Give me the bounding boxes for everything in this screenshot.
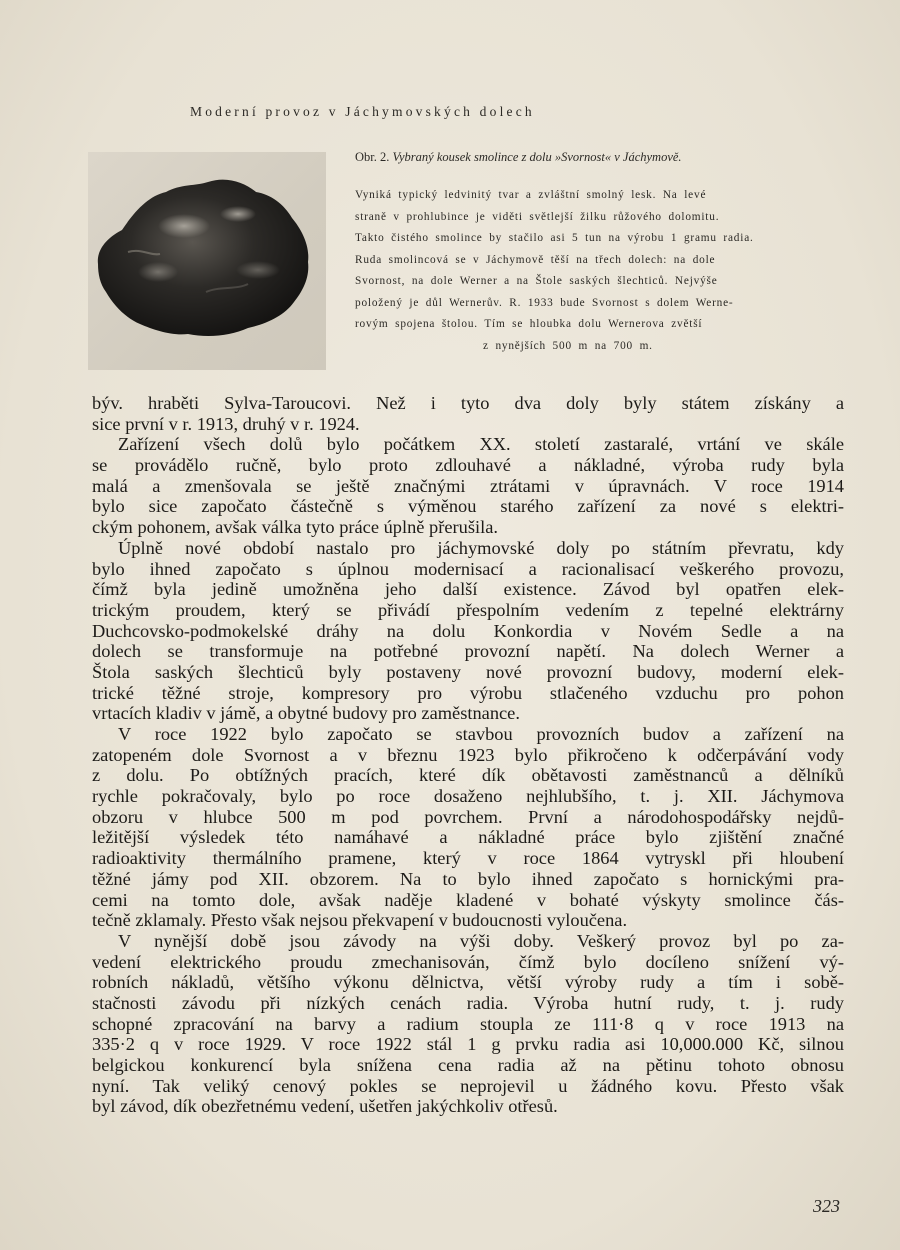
body-line: V roce 1922 bylo započato se stavbou provozních budov a zařízení na — [118, 724, 844, 744]
body-line: obzoru v hlubce 500 m pod povrchem. První a národohospodářsky nejdů- — [92, 806, 844, 827]
figure-caption-body — [355, 185, 845, 357]
caption-line: rovým spojena štolou. Tím se hloubka dolu Wernerova zvětší — [355, 318, 703, 330]
body-line: nyní. Tak veliký cenový pokles se neprojevil u žádného kovu. Přesto však — [92, 1075, 844, 1096]
caption-line: z nynějších 500 m na 700 m. — [483, 339, 653, 352]
body-line: býv. hraběti Sylva-Taroucovi. Než i tyto dva doly byly státem získány a — [92, 393, 844, 413]
body-line: dolech se transformuje na potřebné provozní napětí. Na dolech Werner a — [92, 641, 844, 662]
body-line: Zařízení všech dolů bylo počátkem XX. století zastaralé, vrtání ve skále — [118, 434, 844, 455]
body-line: Úplně nové období nastalo pro jáchymovské doly po státním převratu, kdy — [118, 537, 844, 558]
caption-line: Svornost, na dole Werner a na Štole saských šlechticů. Nejvýše — [355, 275, 718, 287]
body-line: Štola saských šlechticů byly postaveny nové provozní budovy, moderní elek- — [92, 661, 844, 682]
body-line: schopné zpracování na barvy a radium stoupla ze 111·8 q v roce 1913 na — [92, 1013, 844, 1034]
page-number: 323 — [813, 1196, 840, 1216]
caption-line: Ruda smolincová se v Jáchymově těší na třech dolech: na dole — [355, 253, 716, 266]
figure-caption-title — [355, 150, 855, 165]
body-line: radioaktivity thermálního pramene, který v roce 1864 vytryskl při hloubení — [92, 848, 844, 869]
caption-line: položený je důl Wernerův. R. 1933 bude Svornost s dolem Werne- — [355, 296, 734, 309]
body-line: belgickou konkurencí byla snížena cena radia až na pětinu tohoto obnosu — [92, 1055, 844, 1075]
body-line: z dolu. Po obtížných pracích, které dík obětavosti zaměstnanců a dělníků — [92, 765, 844, 786]
body-line: cemi na tomto dole, avšak naděje kladené v bohaté výskyty smolince čás- — [92, 889, 844, 910]
caption-line: straně v prohlubince je viděti světlejší žilku růžového dolomitu. — [355, 210, 720, 223]
body-line: ckým pohonem, avšak válka tyto práce úplně přerušila. — [92, 517, 498, 538]
body-line: se provádělo ručně, bylo proto zdlouhavé a nákladné, výroba rudy byla — [92, 455, 844, 476]
body-line: tečně zklamaly. Přesto však nejsou překvapení v budoucnosti vyloučena. — [92, 910, 628, 931]
body-line: robních nákladů, většího výkonu dělnictva, větší výroby rudy a tím i sobě- — [92, 972, 844, 993]
body-line: malá a zmenšovala se ještě značnými ztrátami v úpravnách. V roce 1914 — [92, 475, 844, 496]
body-line: rychle pokračovaly, bylo po roce dosaženo nejhlubšího, t. j. XII. Jáchymova — [92, 786, 844, 807]
body-line: bylo sice započato částečně s výměnou starého zařízení za nové s elektri- — [92, 496, 844, 517]
body-line: vedení elektrického proudu zmechanisován, čímž bylo docíleno snížení vý- — [92, 951, 844, 972]
pitchblende-rock-image — [88, 152, 326, 370]
body-line: zatopeném dole Svornost a v březnu 1923 bylo přikročeno k odčerpávání vody — [92, 744, 844, 765]
caption-line: Takto čistého smolince by stačilo asi 5 tun na výrobu 1 gramu radia. — [355, 232, 754, 244]
figure-photo-pitchblende — [88, 152, 326, 370]
figure-title: Vybraný kousek smolince z dolu »Svornost« v Jáchymově. — [392, 150, 682, 164]
body-line: Duchcovsko-podmokelské dráhy na dolu Konkordia v Novém Sedle a na — [92, 620, 844, 641]
body-line: 335·2 q v roce 1929. V roce 1922 stál 1 g prvku radia asi 10,000.000 Kč, silnou — [92, 1034, 844, 1055]
body-line: trickým proudem, který se přivádí přespolním vedením z tepelné elektrárny — [92, 599, 844, 620]
body-line: trické těžné stroje, kompresory pro výrobu stlačeného vzduchu pro pohon — [92, 682, 844, 703]
body-line: ležitější výsledek této namáhavé a nákladné práce bylo zjištění značné — [92, 827, 844, 848]
body-line: sice první v r. 1913, druhý v r. 1924. — [92, 413, 360, 434]
caption-line: Vyniká typický ledvinitý tvar a zvláštní smolný lesk. Na levé — [355, 189, 707, 201]
body-line: V nynější době jsou závody na výši doby. Veškerý provoz byl po za- — [118, 930, 844, 951]
running-head: Moderní provoz v Jáchymovských dolech — [190, 104, 535, 119]
body-text — [92, 393, 844, 1117]
figure-label: Obr. 2. — [355, 150, 390, 164]
body-line: těžné jámy pod XII. obzorem. Na to bylo ihned započato s hornickými pra- — [92, 868, 844, 889]
body-line: bylo ihned započato s úplnou modernisací a racionalisací veškerého provozu, — [92, 558, 844, 579]
body-line: čímž byla jedině umožněna jeho další existence. Závod byl opatřen elek- — [92, 579, 844, 600]
body-line: vrtacích kladiv v jámě, a obytné budovy pro zaměstnance. — [92, 703, 520, 724]
body-line: stačnosti závodu při nízkých cenách radia. Výroba hutní rudy, t. j. rudy — [92, 992, 844, 1013]
body-line: byl závod, dík obezřetnému vedení, ušetřen jakýchkoliv otřesů. — [92, 1096, 558, 1117]
